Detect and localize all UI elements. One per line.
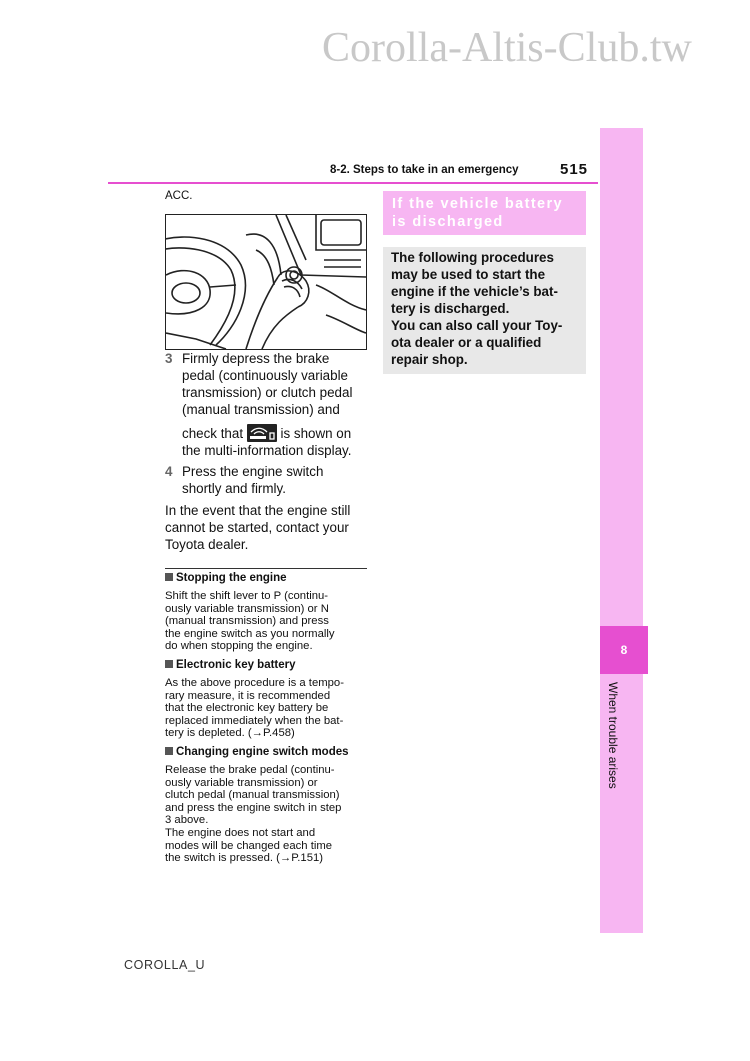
check-after-text: is shown on xyxy=(276,426,352,441)
step-number: 3 xyxy=(165,351,173,366)
paragraph-line: cannot be started, contact your xyxy=(165,520,349,535)
step-3-text xyxy=(182,350,367,459)
note-line: modes will be changed each time xyxy=(165,839,333,852)
box-line: repair shop. xyxy=(391,352,468,367)
heading-line: If the vehicle battery xyxy=(392,196,564,212)
section-title: 8-2. Steps to take in an emergency xyxy=(330,164,519,176)
notes-divider xyxy=(165,568,367,569)
note-line: Shift the shift lever to P (continu- xyxy=(165,590,329,602)
note-line: (manual transmission) and press xyxy=(165,615,329,628)
step-line: Firmly depress the brake xyxy=(182,351,330,366)
note-heading xyxy=(165,746,349,758)
chapter-number-box[interactable]: 8 xyxy=(600,626,648,674)
note-line: that the electronic key battery be xyxy=(165,702,329,715)
battery-info-box xyxy=(383,247,586,374)
note-line: 3 above. xyxy=(165,814,209,827)
step-line: transmission) or clutch pedal xyxy=(182,385,353,400)
paragraph-line: In the event that the engine still xyxy=(165,503,351,518)
paragraph-line: Toyota dealer. xyxy=(165,537,249,552)
note-body xyxy=(165,764,370,865)
note-title: Stopping the engine xyxy=(176,572,287,584)
note-line: ously variable transmission) or xyxy=(165,776,318,789)
note-line: As the above procedure is a tempo- xyxy=(165,677,344,689)
note-body xyxy=(165,677,370,740)
step-line: Press the engine switch xyxy=(182,464,324,479)
box-line: You can also call your Toy- xyxy=(391,318,563,333)
step-line: the multi-information display. xyxy=(182,443,352,458)
note-body xyxy=(165,590,370,653)
box-line: ota dealer or a qualified xyxy=(391,335,542,350)
step-line: (manual transmission) and xyxy=(182,402,340,417)
note-heading xyxy=(165,659,296,671)
acc-text: ACC. xyxy=(165,190,193,202)
box-line: tery is discharged. xyxy=(391,301,510,316)
chapter-label: When trouble arises xyxy=(606,682,620,789)
watermark: Corolla-Altis-Club.tw xyxy=(322,25,692,71)
step-3 xyxy=(165,350,370,460)
footer-model-code: COROLLA_U xyxy=(124,958,206,972)
note-line: rary measure, it is recommended xyxy=(165,689,331,702)
square-bullet-icon xyxy=(165,660,173,668)
note-line: Release the brake pedal (continu- xyxy=(165,764,335,776)
note-line: the switch is pressed. (→P.151) xyxy=(165,852,324,865)
heading-line: is discharged xyxy=(392,214,504,230)
note-title: Electronic key battery xyxy=(176,659,296,671)
box-line: may be used to start the xyxy=(391,267,546,282)
page-number: 515 xyxy=(560,161,589,178)
step-line: shortly and firmly. xyxy=(182,481,286,496)
note-title: Changing engine switch modes xyxy=(176,746,349,758)
steering-wheel-hand-drawing xyxy=(166,215,366,349)
step-4-text xyxy=(182,463,367,497)
square-bullet-icon xyxy=(165,573,173,581)
battery-section-heading xyxy=(383,191,586,235)
chapter-side-tab xyxy=(600,128,643,933)
note-line: do when stopping the engine. xyxy=(165,640,313,653)
header-rule xyxy=(108,182,598,184)
note-line: clutch pedal (manual transmission) xyxy=(165,789,340,802)
event-paragraph xyxy=(165,502,365,553)
note-line: The engine does not start and xyxy=(165,826,316,839)
box-line: engine if the vehicle’s bat- xyxy=(391,284,558,299)
step-line: pedal (continuously variable xyxy=(182,368,348,383)
engine-switch-illustration xyxy=(165,214,367,350)
note-line: tery is depleted. (→P.458) xyxy=(165,727,295,740)
note-line: the engine switch as you normally xyxy=(165,627,335,640)
note-heading xyxy=(165,572,287,584)
square-bullet-icon xyxy=(165,747,173,755)
step-number: 4 xyxy=(165,464,173,479)
note-line: ously variable transmission) or N xyxy=(165,602,329,615)
box-line: The following procedures xyxy=(391,250,554,265)
step-check-line xyxy=(182,424,367,442)
note-line: replaced immediately when the bat- xyxy=(165,714,344,727)
check-before-text: check that xyxy=(182,426,247,441)
step-4 xyxy=(165,463,370,499)
indicator-icon xyxy=(247,424,277,442)
note-line: and press the engine switch in step xyxy=(165,801,342,814)
